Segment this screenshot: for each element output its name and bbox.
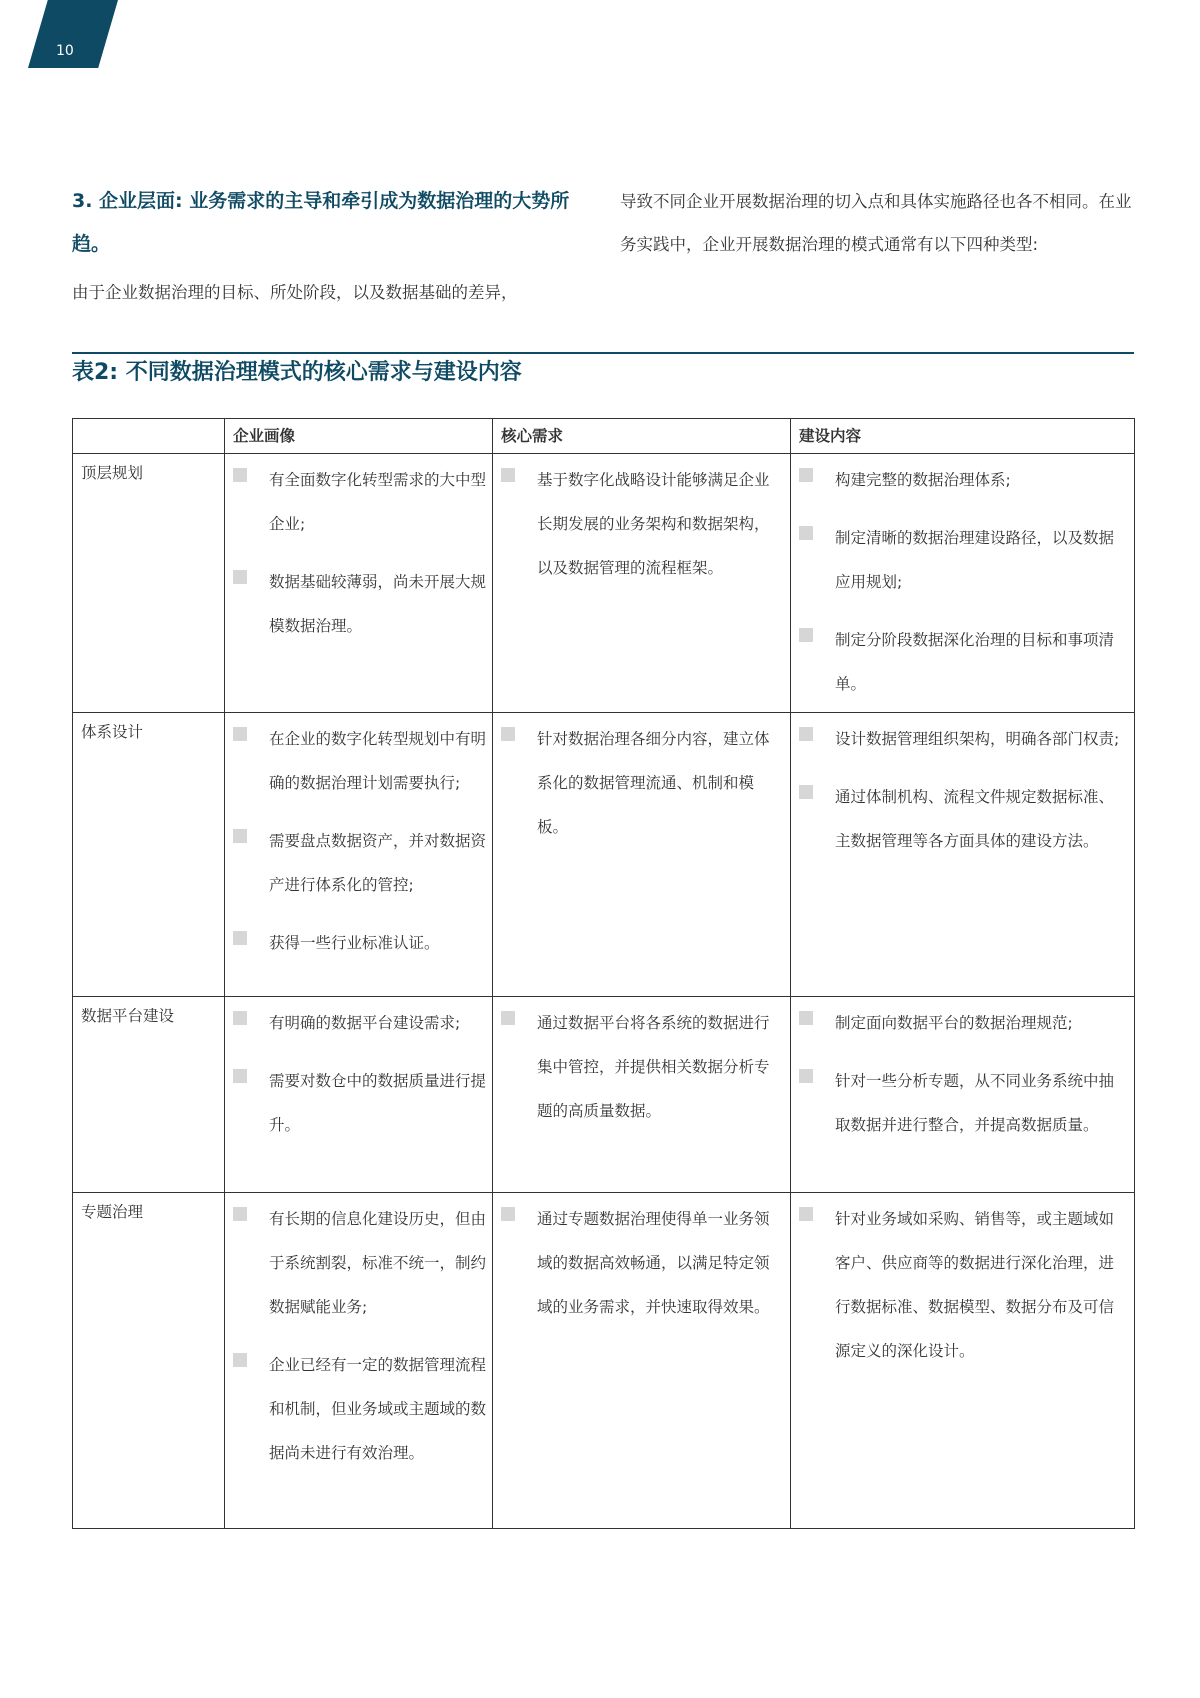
page-number: 10 [56, 43, 74, 59]
list-item [501, 717, 784, 849]
item-text: 有明确的数据平台建设需求; [269, 1014, 461, 1032]
table-row [73, 454, 1135, 713]
item-text: 通过专题数据治理使得单一业务领域的数据高效畅通，以满足特定领域的业务需求，并快速取得效果。 [537, 1210, 770, 1316]
item-text: 制定分阶段数据深化治理的目标和事项清单。 [835, 631, 1115, 693]
list-item [233, 1343, 486, 1475]
item-text: 针对业务域如采购、销售等，或主题域如客户、供应商等的数据进行深化治理，进行数据标准、数据模型、数据分布及可信源定义的深化设计。 [835, 1210, 1115, 1360]
left-column [72, 180, 582, 314]
item-text: 针对一些分析专题，从不同业务系统中抽取数据并进行整合，并提高数据质量。 [835, 1072, 1115, 1134]
needs-cell [493, 454, 791, 713]
item-text: 需要盘点数据资产，并对数据资产进行体系化的管控; [269, 832, 487, 894]
item-text: 有全面数字化转型需求的大中型企业; [269, 471, 487, 533]
list-item [233, 717, 486, 805]
square-bullet-icon [233, 1207, 247, 1221]
square-bullet-icon [799, 1069, 813, 1083]
row-label: 专题治理 [73, 1193, 225, 1529]
item-text: 制定面向数据平台的数据治理规范; [835, 1014, 1073, 1032]
item-text: 通过体制机构、流程文件规定数据标准、主数据管理等各方面具体的建设方法。 [835, 788, 1115, 850]
square-bullet-icon [799, 727, 813, 741]
governance-modes-table [72, 418, 1135, 1529]
list-item [233, 921, 486, 965]
intro-paragraph-left: 由于企业数据治理的目标、所处阶段，以及数据基础的差异， [72, 283, 518, 302]
square-bullet-icon [233, 829, 247, 843]
content-cell [791, 1193, 1135, 1529]
table-row [73, 997, 1135, 1193]
needs-cell [493, 1193, 791, 1529]
table-title: 表2: 不同数据治理模式的核心需求与建设内容 [72, 360, 522, 385]
item-text: 企业已经有一定的数据管理流程和机制，但业务域或主题域的数据尚未进行有效治理。 [269, 1356, 487, 1462]
header-content: 建设内容 [791, 419, 1135, 454]
content-cell [791, 997, 1135, 1193]
item-text: 构建完整的数据治理体系; [835, 471, 1011, 489]
square-bullet-icon [233, 468, 247, 482]
list-item [799, 1059, 1128, 1147]
item-text: 设计数据管理组织架构，明确各部门权责; [835, 730, 1120, 748]
item-text: 获得一些行业标准认证。 [269, 934, 440, 952]
square-bullet-icon [799, 628, 813, 642]
item-text: 在企业的数字化转型规划中有明确的数据治理计划需要执行; [269, 730, 487, 792]
list-item [799, 458, 1128, 502]
item-text: 制定清晰的数据治理建设路径，以及数据应用规划; [835, 529, 1115, 591]
item-text: 有长期的信息化建设历史，但由于系统割裂，标准不统一，制约数据赋能业务; [269, 1210, 487, 1316]
item-text: 数据基础较薄弱，尚未开展大规模数据治理。 [269, 573, 487, 635]
item-text: 针对数据治理各细分内容，建立体系化的数据管理流通、机制和模板。 [537, 730, 770, 836]
table-header-row [73, 419, 1135, 454]
list-item [799, 717, 1128, 761]
square-bullet-icon [233, 1353, 247, 1367]
section-heading: 3. 企业层面: 业务需求的主导和牵引成为数据治理的大势所趋。 [72, 190, 570, 255]
square-bullet-icon [501, 468, 515, 482]
list-item [233, 1059, 486, 1147]
header-needs: 核心需求 [493, 419, 791, 454]
list-item [233, 819, 486, 907]
square-bullet-icon [233, 727, 247, 741]
square-bullet-icon [501, 727, 515, 741]
table-row [73, 1193, 1135, 1529]
intro-paragraph-right: 导致不同企业开展数据治理的切入点和具体实施路径也各不相同。在业务实践中，企业开展数据治理的模式通常有以下四种类型: [620, 192, 1132, 254]
profile-cell [225, 997, 493, 1193]
list-item [233, 1001, 486, 1045]
square-bullet-icon [501, 1207, 515, 1221]
square-bullet-icon [799, 785, 813, 799]
content-cell [791, 454, 1135, 713]
needs-cell [493, 997, 791, 1193]
list-item [501, 458, 784, 590]
row-label: 数据平台建设 [73, 997, 225, 1193]
square-bullet-icon [799, 526, 813, 540]
list-item [799, 1197, 1128, 1373]
list-item [799, 1001, 1128, 1045]
square-bullet-icon [799, 1011, 813, 1025]
row-label: 体系设计 [73, 713, 225, 997]
header-mode [73, 419, 225, 454]
needs-cell [493, 713, 791, 997]
table-row [73, 713, 1135, 997]
profile-cell [225, 713, 493, 997]
row-label: 顶层规划 [73, 454, 225, 713]
square-bullet-icon [233, 1069, 247, 1083]
content-cell [791, 713, 1135, 997]
list-item [233, 458, 486, 546]
item-text: 通过数据平台将各系统的数据进行集中管控，并提供相关数据分析专题的高质量数据。 [537, 1014, 770, 1120]
list-item [799, 775, 1128, 863]
profile-cell [225, 454, 493, 713]
square-bullet-icon [233, 1011, 247, 1025]
list-item [501, 1001, 784, 1133]
right-column [620, 180, 1140, 266]
item-text: 基于数字化战略设计能够满足企业长期发展的业务架构和数据架构，以及数据管理的流程框架。 [537, 471, 770, 577]
list-item [233, 1197, 486, 1329]
square-bullet-icon [799, 1207, 813, 1221]
list-item [233, 560, 486, 648]
list-item [501, 1197, 784, 1329]
header-profile: 企业画像 [225, 419, 493, 454]
list-item [799, 516, 1128, 604]
profile-cell [225, 1193, 493, 1529]
table-title-rule [72, 352, 1134, 354]
square-bullet-icon [233, 570, 247, 584]
list-item [799, 618, 1128, 706]
square-bullet-icon [799, 468, 813, 482]
square-bullet-icon [233, 931, 247, 945]
item-text: 需要对数仓中的数据质量进行提升。 [269, 1072, 487, 1134]
square-bullet-icon [501, 1011, 515, 1025]
